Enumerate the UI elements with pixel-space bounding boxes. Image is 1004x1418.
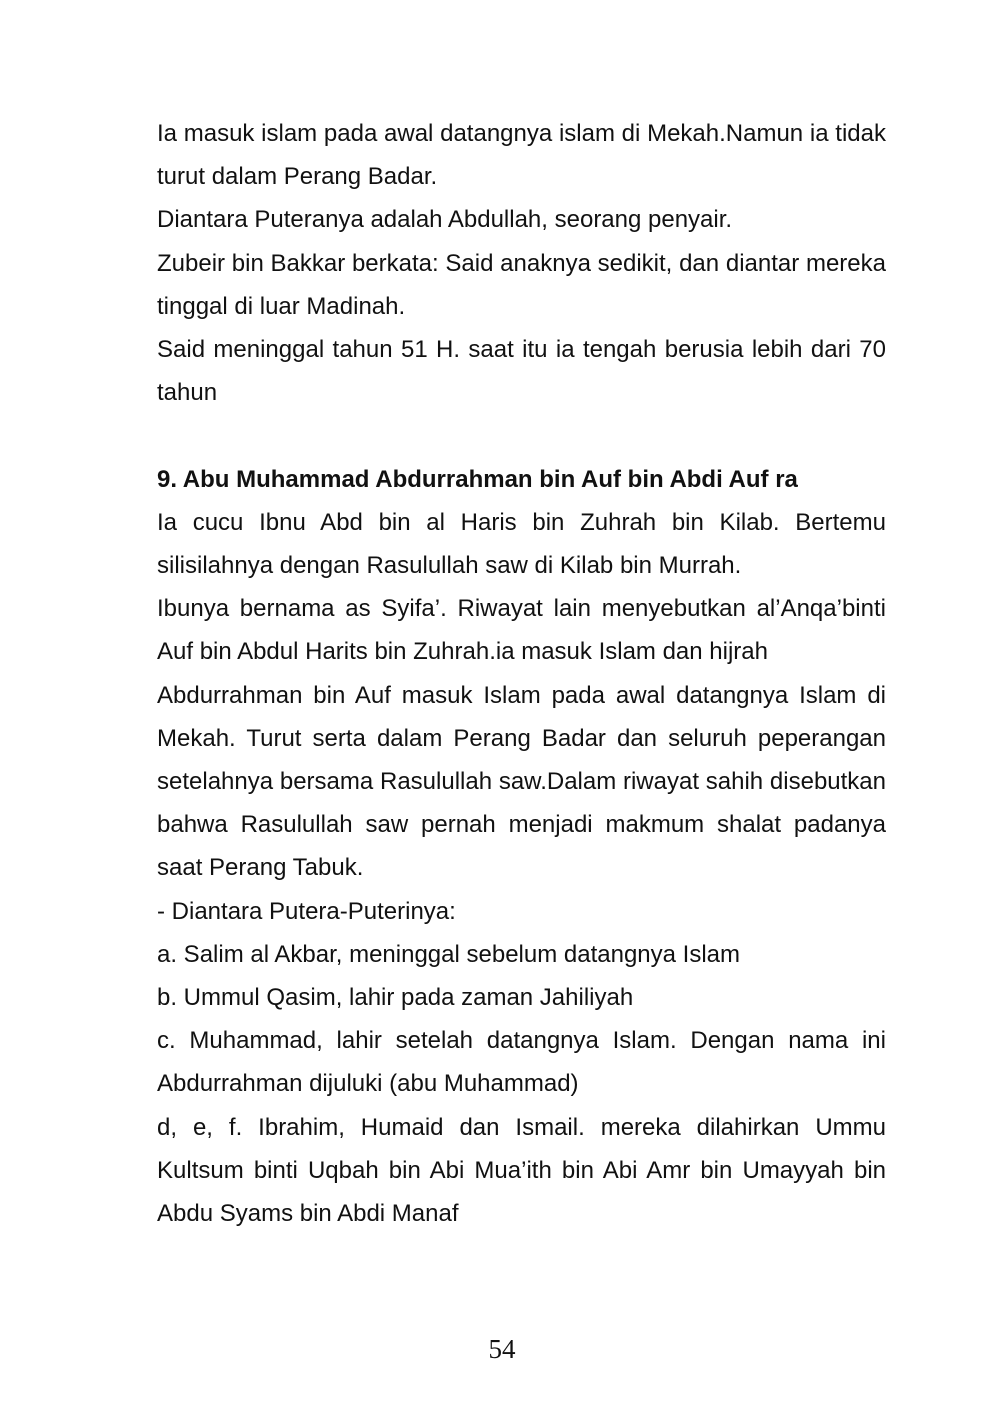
intro-paragraph-1: Ia masuk islam pada awal datangnya islam di Mekah.Namun ia tidak turut dalam Perang Badar. [157,120,886,191]
section-paragraph-2: Ibunya bernama as Syifa’. Riwayat lain menyebutkan al’Anqa’binti Auf bin Abdul Harits bin Zuhrah.ia masuk Islam dan hijrah [157,595,886,666]
section-spacer [157,414,886,457]
section-paragraph-1: Ia cucu Ibnu Abd bin al Haris bin Zuhrah bin Kilab. Bertemu silisilahnya dengan Rasulullah saw di Kilab bin Murrah. [157,508,886,580]
page-number: 54 [488,1334,516,1364]
section-paragraph-3: Abdurrahman bin Auf masuk Islam pada awal datangnya Islam di Mekah. Turut serta dalam Perang Badar dan seluruh peperangan setelahnya bersama Rasulullah saw.Dalam riwayat sahih disebutkan bahwa Rasulullah saw pernah menjadi makmum shalat padanya saat Perang Tabuk. [157,681,886,882]
intro-paragraph-3: Zubeir bin Bakkar berkata: Said anaknya sedikit, dan diantar mereka tinggal di luar Madinah. [157,249,886,320]
intro-paragraph-2: Diantara Puteranya adalah Abdullah, seorang penyair. [157,206,733,234]
list-item: a. Salim al Akbar, meninggal sebelum datangnya Islam [157,940,740,968]
list-item: b. Ummul Qasim, lahir pada zaman Jahiliyah [157,984,634,1012]
children-intro: - Diantara Putera-Puterinya: [157,897,456,925]
section-heading: 9. Abu Muhammad Abdurrahman bin Auf bin Abdi Auf ra [157,465,798,493]
intro-paragraph-4: Said meninggal tahun 51 H. saat itu ia tengah berusia lebih dari 70 tahun [157,336,886,407]
list-item: d, e, f. Ibrahim, Humaid dan Ismail. mereka dilahirkan Ummu Kultsum binti Uqbah bin Abi Mua’ith bin Abi Amr bin Umayyah bin Abdu Syams bin Abdi Manaf [157,1113,886,1228]
page-body [157,112,886,1235]
list-item: c. Muhammad, lahir setelah datangnya Islam. Dengan nama ini Abdurrahman dijuluki (abu Muhammad) [157,1027,886,1098]
